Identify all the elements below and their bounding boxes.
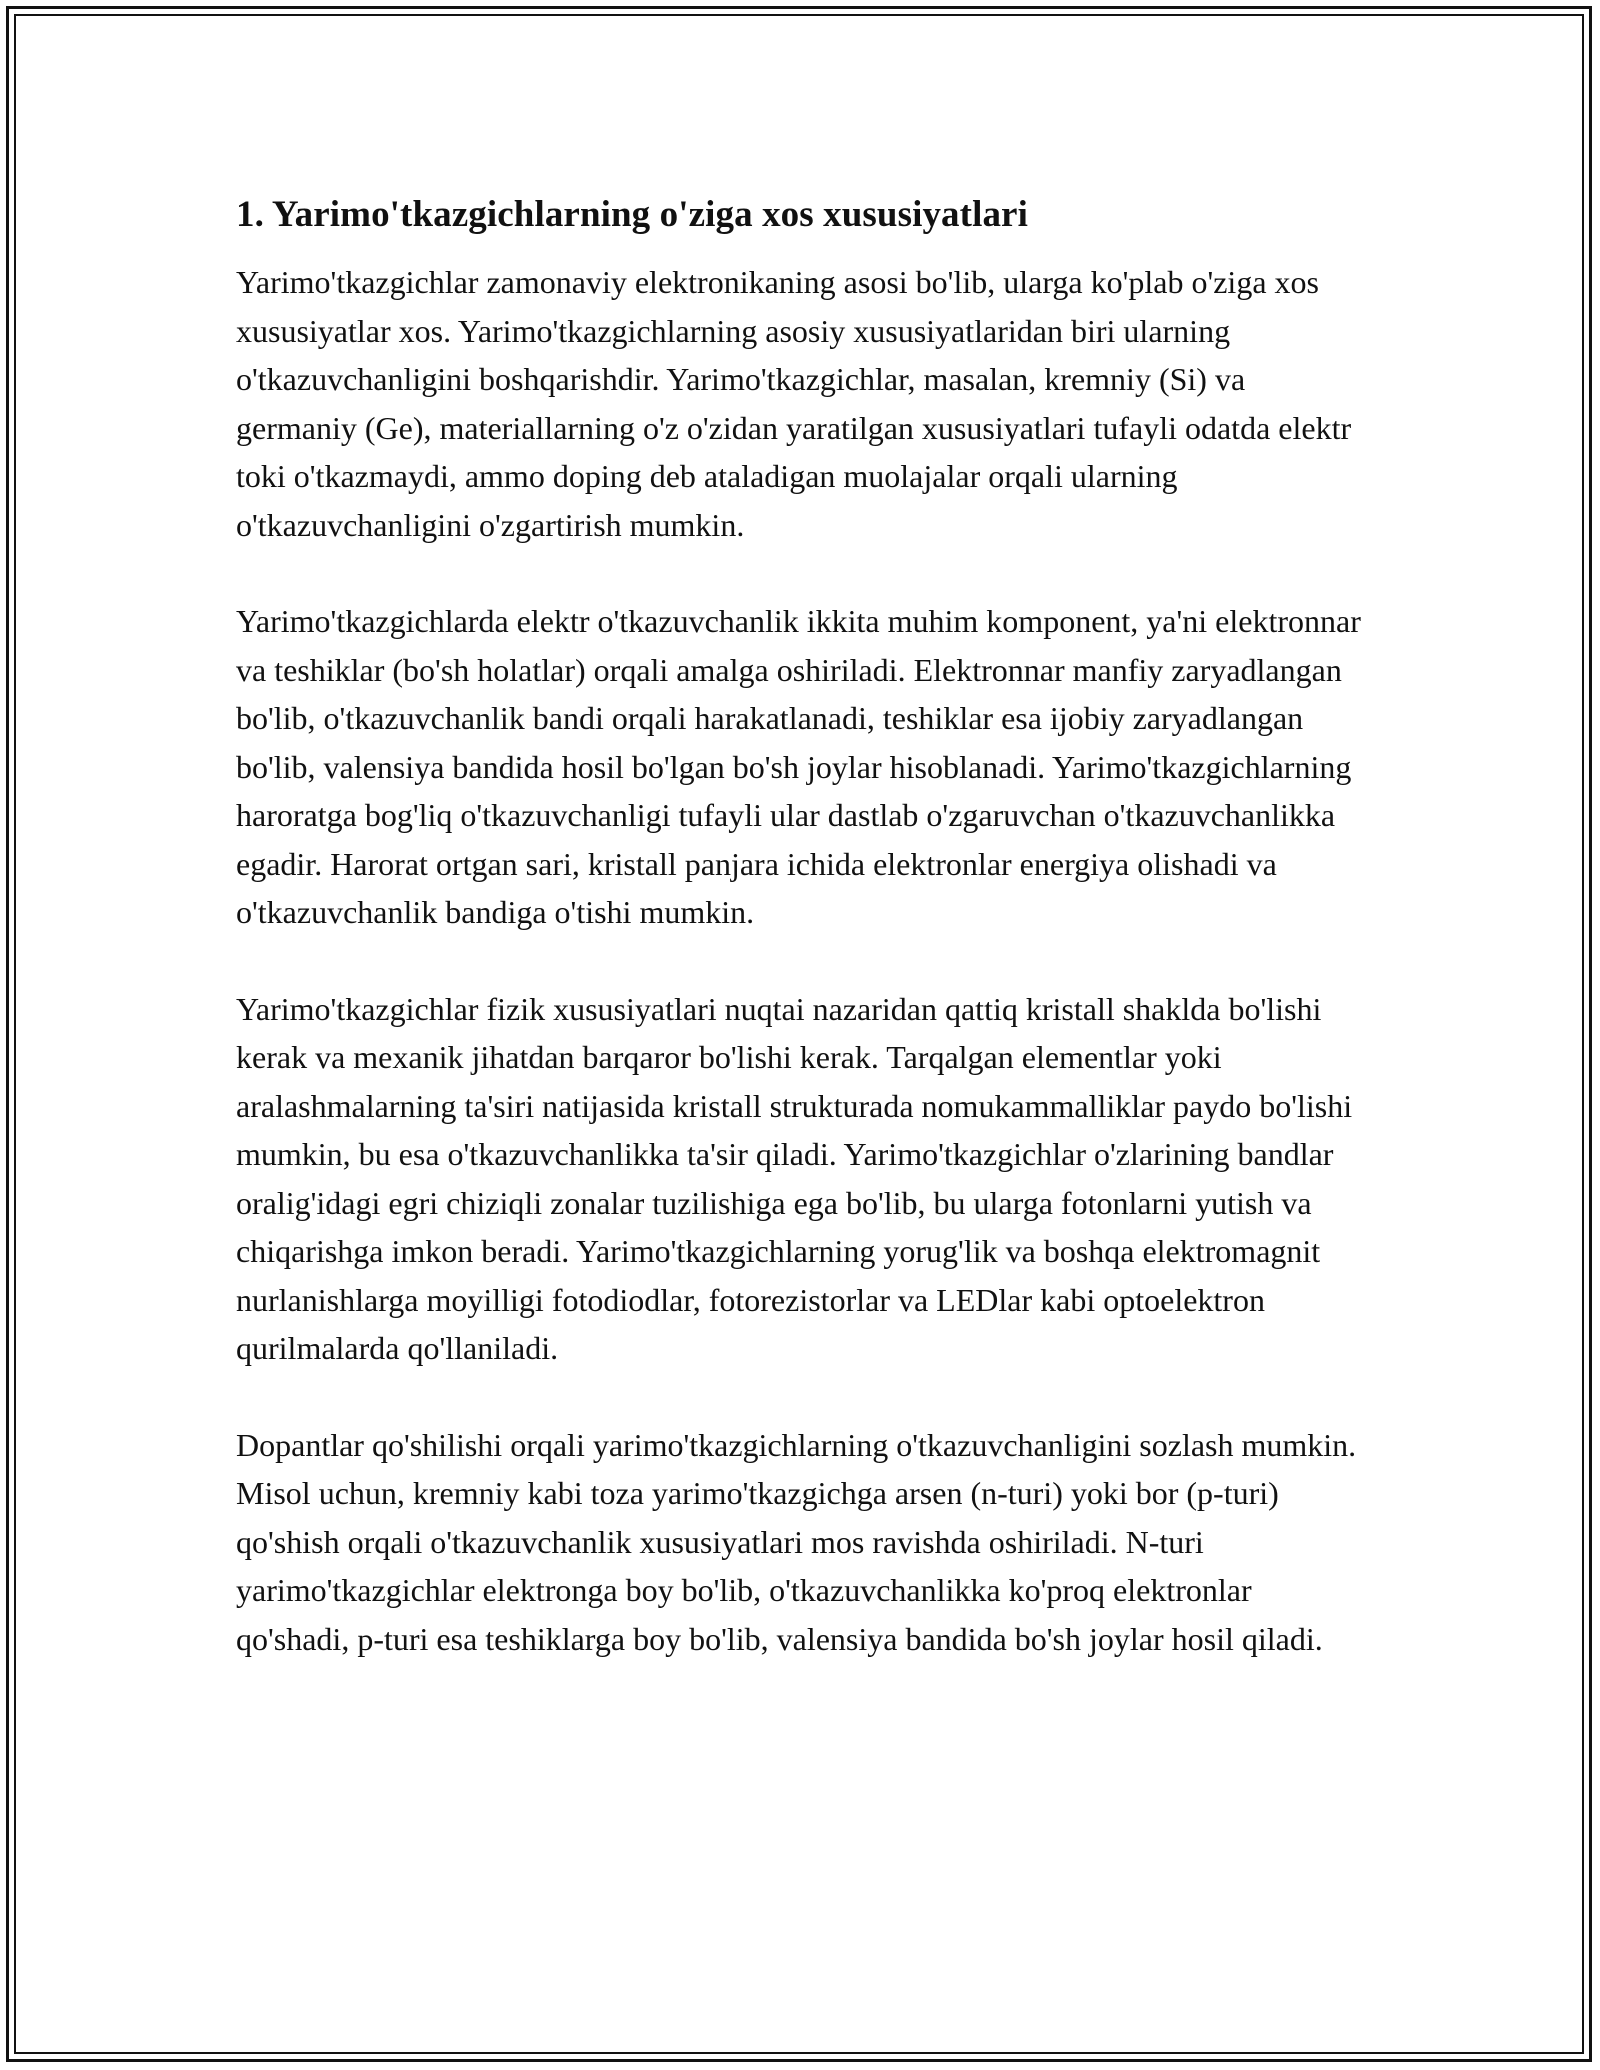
- document-body: [236, 190, 1371, 1711]
- section-heading: 1. Yarimo'tkazgichlarning o'ziga xos xususiyatlari: [236, 194, 1028, 235]
- paragraph-3: Yarimo'tkazgichlar fizik xususiyatlari nuqtai nazaridan qattiq kristall shaklda bo'lishi kerak va mexanik jihatdan barqaror bo'lishi kerak. Tarqalgan elementlar yoki aralashmalarning ta'siri natijasida kristall strukturada nomukammalliklar paydo bo'lishi mumkin, bu esa o'tkazuvchanlikka ta'sir qiladi. Yarimo'tkazgichlar o'zlarining bandlar oralig'idagi egri chiziqli zonalar tuzilishiga ega bo'lib, bu ularga fotonlarni yutish va chiqarishga imkon beradi. Yarimo'tkazgichlarning yorug'lik va boshqa elektromagnit nurlanishlarga moyilligi fotodiodlar, fotorezistorlar va LEDlar kabi optoelektron qurilmalarda qo'llaniladi.: [236, 990, 1353, 1366]
- paragraph-4: Dopantlar qo'shilishi orqali yarimo'tkazgichlarning o'tkazuvchanligini sozlash mumkin. Misol uchun, kremniy kabi toza yarimo'tkazgichga arsen (n-turi) yoki bor (p-turi) qo'shish orqali o'tkazuvchanlik xususiyatlari mos ravishda oshiriladi. N-turi yarimo'tkazgichlar elektronga boy bo'lib, o'tkazuvchanlikka ko'proq elektronlar qo'shadi, p-turi esa teshiklarga boy bo'lib, valensiya bandida bo'sh joylar hosil qiladi.: [236, 1426, 1357, 1657]
- paragraph-1: Yarimo'tkazgichlar zamonaviy elektronikaning asosi bo'lib, ularga ko'plab o'ziga xos xususiyatlar xos. Yarimo'tkazgichlarning asosiy xususiyatlaridan biri ularning o'tkazuvchanligini boshqarishdir. Yarimo'tkazgichlar, masalan, kremniy (Si) va germaniy (Ge), materiallarning o'z o'zidan yaratilgan xususiyatlari tufayli odatda elektr toki o'tkazmaydi, ammo doping deb ataladigan muolajalar orqali ularning o'tkazuvchanligini o'zgartirish mumkin.: [236, 264, 1352, 543]
- paragraph-2: Yarimo'tkazgichlarda elektr o'tkazuvchanlik ikkita muhim komponent, ya'ni elektronnar va teshiklar (bo'sh holatlar) orqali amalga oshiriladi. Elektronnar manfiy zaryadlangan bo'lib, o'tkazuvchanlik bandi orqali harakatlanadi, teshiklar esa ijobiy zaryadlangan bo'lib, valensiya bandida hosil bo'lgan bo'sh joylar hisoblanadi. Yarimo'tkazgichlarning haroratga bog'liq o'tkazuvchanligi tufayli ular dastlab o'zgaruvchan o'tkazuvchanlikka egadir. Harorat ortgan sari, kristall panjara ichida elektronlar energiya olishadi va o'tkazuvchanlik bandiga o'tishi mumkin.: [236, 603, 1361, 930]
